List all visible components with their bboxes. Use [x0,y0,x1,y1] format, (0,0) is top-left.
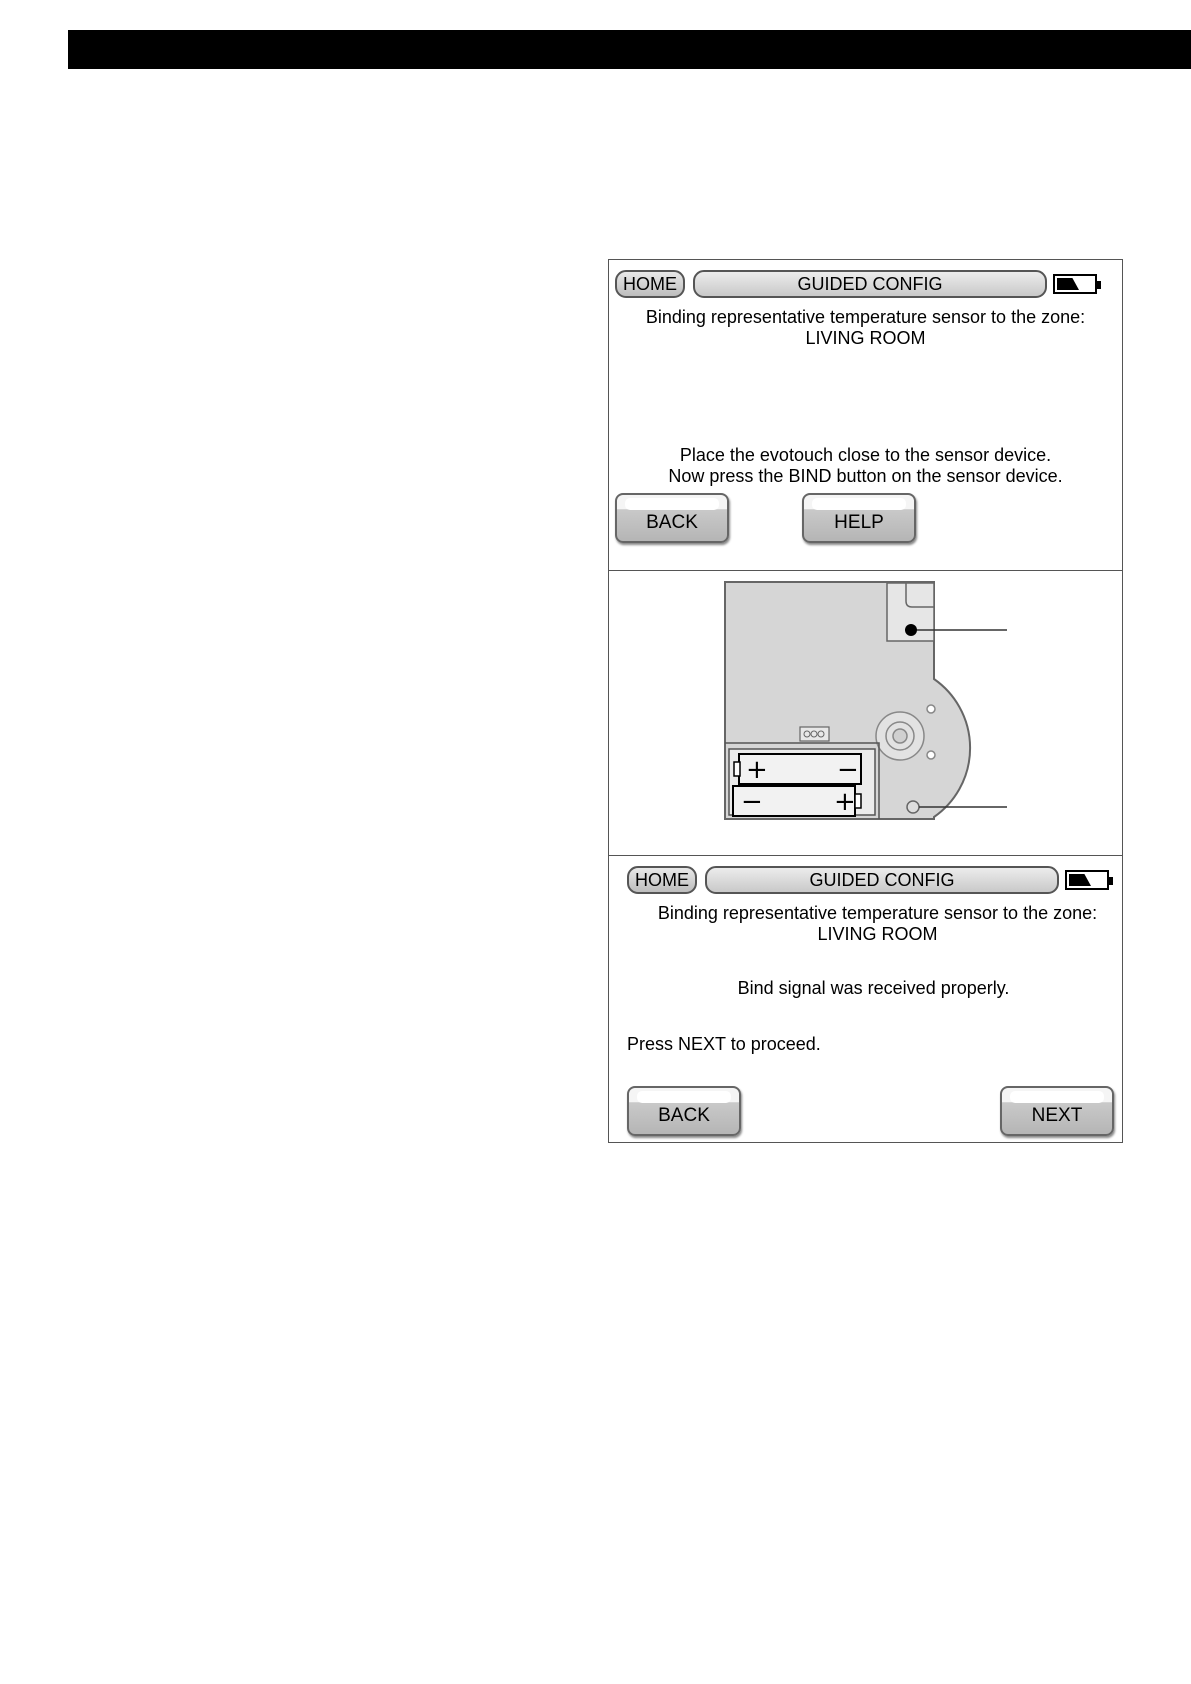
zone-name: LIVING ROOM [817,924,938,944]
header-bar [68,30,1191,69]
battery-icon [1053,274,1097,294]
zone-name: LIVING ROOM [805,328,926,348]
binding-text: Binding representative temperature sensor to the zone: [657,903,1098,923]
screen-bind-instructions [609,260,1122,571]
home-button[interactable]: HOME [627,866,697,894]
battery-bottom-plus: + [834,787,856,817]
next-button[interactable] [1000,1086,1114,1136]
back-button-label: BACK [646,512,698,533]
sensor-device-drawing [609,571,1122,854]
next-button-label: NEXT [1031,1105,1083,1126]
instruction-text-2: Now press the BIND button on the sensor device. [668,466,1063,486]
back-button[interactable] [627,1086,741,1136]
figure [608,259,1123,1143]
screen-bind-success [609,856,1122,1144]
home-button[interactable]: HOME [615,270,685,298]
battery-icon [1065,870,1109,890]
binding-text: Binding representative temperature sensor to the zone: [645,307,1086,327]
battery-top-plus: + [746,755,768,785]
bind-button-icon [905,624,917,636]
back-button[interactable] [615,493,729,543]
help-button-label: HELP [834,512,884,533]
instruction-text-1: Place the evotouch close to the sensor device. [679,445,1052,465]
proceed-prompt: Press NEXT to proceed. [627,1034,821,1054]
battery-top-minus: − [837,755,859,785]
sensor-illustration [609,571,1122,856]
back-button-label: BACK [658,1105,710,1126]
battery-bottom-minus: − [741,787,763,817]
help-button[interactable] [802,493,916,543]
bind-status-text: Bind signal was received properly. [737,978,1010,998]
screen-title: GUIDED CONFIG [705,866,1059,894]
screen-title: GUIDED CONFIG [693,270,1047,298]
led-icon [907,801,919,813]
